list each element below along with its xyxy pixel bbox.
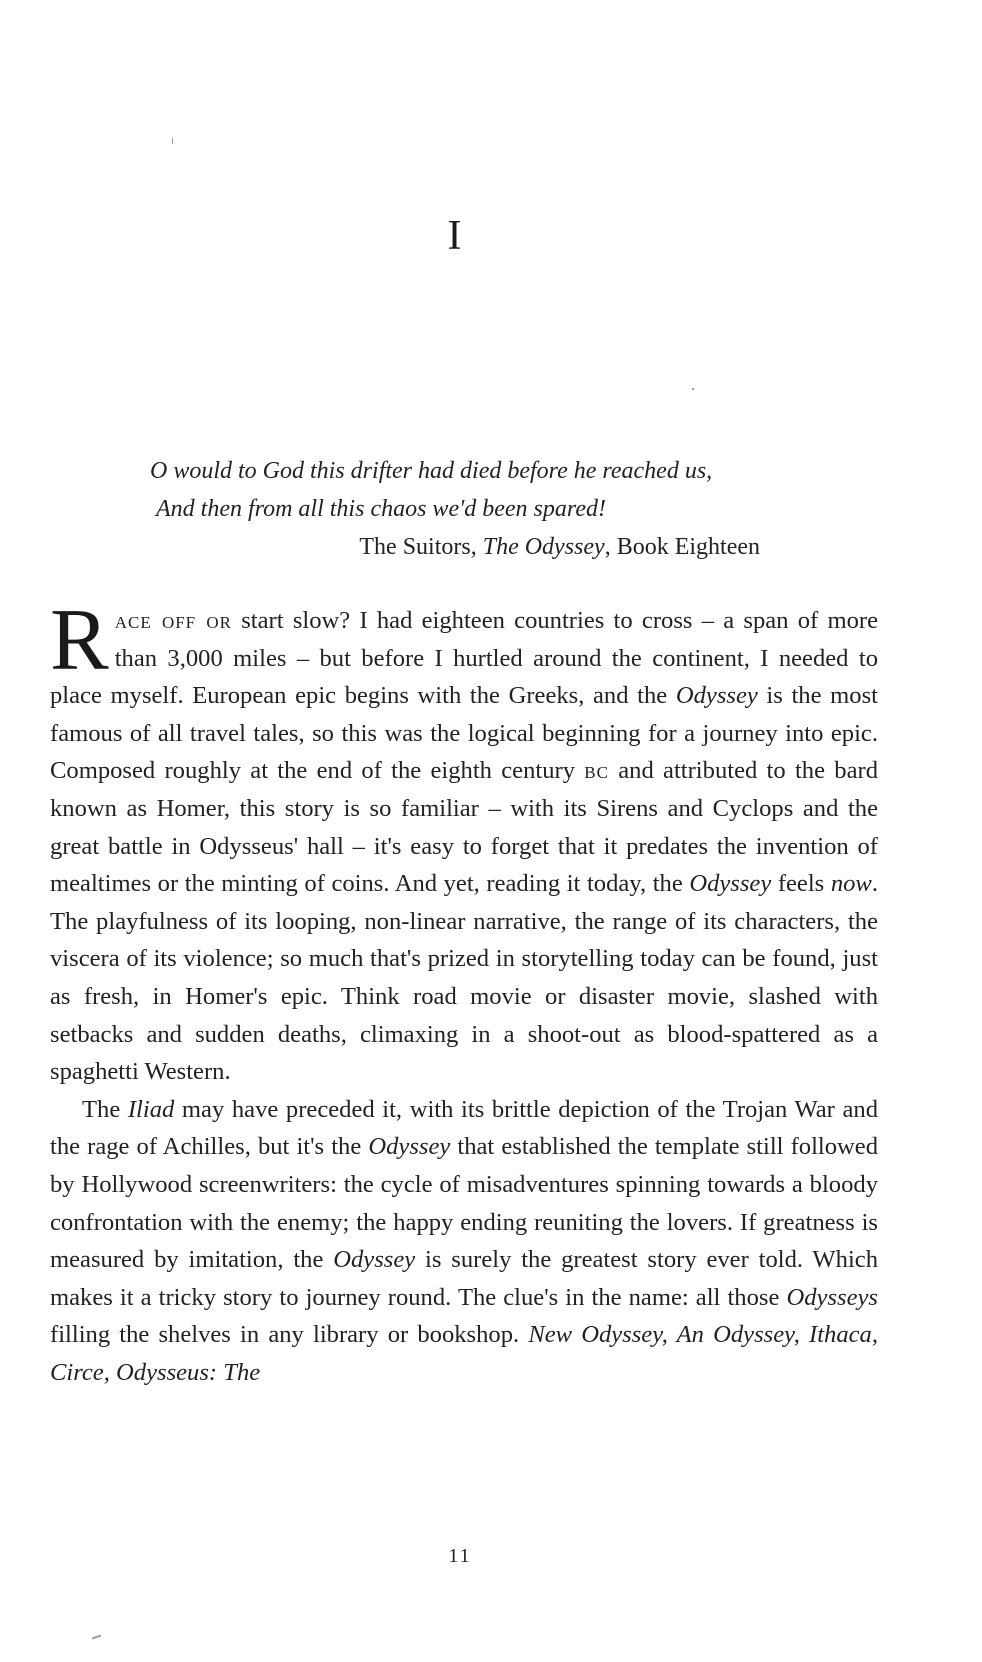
- epigraph-attribution: [150, 528, 760, 566]
- paper-mark: [172, 138, 173, 144]
- italic-title: Iliad: [127, 1095, 175, 1123]
- attribution-work-title: The Odyssey: [482, 534, 605, 560]
- opening-small-caps: ace off or: [114, 607, 232, 634]
- text-segment: . The playfulness of its looping, non-linear narrative, the range of its characters, the viscera of its violence; so much that's prized in storytelling today can be found, just as fresh, in Homer's epic. Think road movie or disaster movie, slashed with setbacks and sudden deaths, climaxing in a shoot-out as blood-spattered as a spaghetti Western.: [50, 870, 878, 1086]
- italic-title: Odyssey: [333, 1246, 416, 1274]
- text-segment: is the most famous of all travel tales, so this was the logical beginning for a journey into epic. Composed roughly at the end of the eighth century: [50, 682, 878, 785]
- attribution-book: , Book Eighteen: [604, 534, 760, 560]
- epigraph: [150, 452, 760, 566]
- italic-title: Odyssey: [689, 870, 772, 898]
- text-segment: is surely the greatest story ever told. Which makes it a tricky story to journey round. The clue's in the name: all those: [50, 1246, 878, 1311]
- epigraph-line-1: O would to God this drifter had died before he reached us,: [150, 458, 713, 484]
- text-segment: filling the shelves in any library or bookshop.: [50, 1321, 529, 1349]
- text-segment: feels: [771, 870, 831, 898]
- italic-emphasis: now: [830, 870, 872, 898]
- text-segment: The: [82, 1095, 128, 1123]
- text-segment: and attributed to the bard known as Homer, this story is so familiar – with its Sirens and Cyclops and the great battle in Odysseus' hall – it's easy to forget that it predates the invention of mealtimes or the minting of coins. And yet, reading it today, the: [50, 757, 878, 898]
- text-segment: start slow? I had eighteen countries to cross – a span of more than 3,000 miles – but before I hurtled around the continent, I needed to place myself. European epic begins with the Greeks, and the: [50, 607, 878, 710]
- italic-title: Odysseys: [786, 1283, 878, 1311]
- drop-cap: R: [50, 592, 109, 689]
- paper-mark: [692, 388, 694, 390]
- italic-title: Odyssey: [675, 682, 758, 710]
- page-number: 11: [448, 1545, 472, 1567]
- italic-title: Odyssey: [368, 1133, 451, 1161]
- text-segment: that established the template still followed by Hollywood screenwriters: the cycle of misadventures spinning towards a bloody confrontation with the enemy; the happy ending reuniting the lovers. If greatness is measured by imitation, the: [50, 1133, 879, 1274]
- epigraph-line-2: And then from all this chaos we'd been spared!: [156, 496, 606, 522]
- body-text: [50, 592, 879, 1391]
- text-segment: may have preceded it, with its brittle depiction of the Trojan War and the rage of Achilles, but it's the: [50, 1095, 878, 1161]
- paragraph-2: [50, 1091, 878, 1392]
- italic-title-list: New Odyssey, An Odyssey, Ithaca, Circe, Odysseus: The: [50, 1321, 878, 1386]
- paper-mark: [92, 1635, 101, 1640]
- chapter-number: I: [447, 213, 463, 259]
- era-abbreviation: bc: [584, 757, 609, 785]
- paragraph-1: [50, 592, 878, 1091]
- attribution-speaker: The Suitors,: [359, 534, 483, 560]
